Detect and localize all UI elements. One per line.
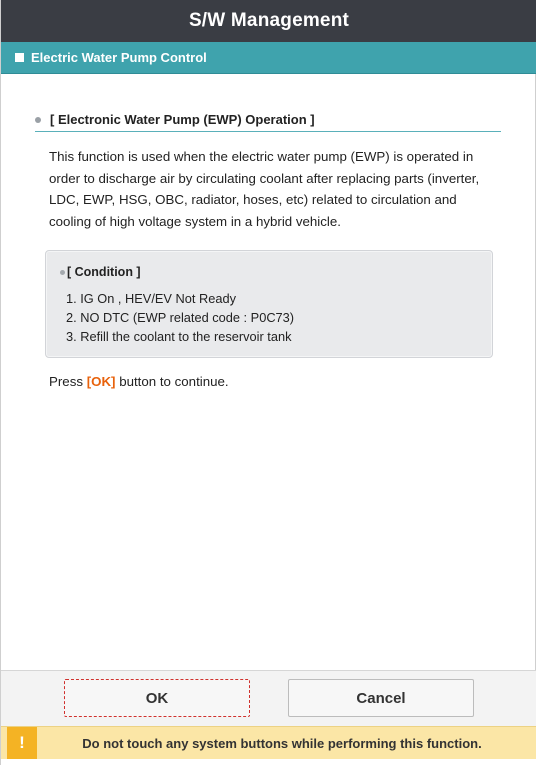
section-header bbox=[1, 42, 536, 74]
bottom-strip bbox=[1, 759, 536, 765]
main-content bbox=[1, 74, 536, 670]
operation-heading-text: [ Electronic Water Pump (EWP) Operation ] bbox=[50, 112, 315, 127]
condition-panel bbox=[45, 250, 493, 358]
button-bar bbox=[1, 670, 536, 726]
press-suffix: button to continue. bbox=[115, 374, 229, 389]
bullet-dot-icon bbox=[35, 117, 41, 123]
operation-heading bbox=[35, 108, 501, 132]
press-prefix: Press bbox=[49, 374, 87, 389]
warning-icon: ! bbox=[7, 727, 37, 760]
condition-item: 3. Refill the coolant to the reservoir tank bbox=[66, 329, 292, 344]
ok-button[interactable]: OK bbox=[64, 679, 250, 717]
function-description: This function is used when the electric water pump (EWP) is operated in order to discharge air by circulating coolant after replacing parts (inverter, LDC, EWP, HSG, OBC, radiator, hoses, etc) related to circulation and cooling of high voltage system in a hybrid vehicle. bbox=[49, 149, 480, 229]
warning-text: Do not touch any system buttons while performing this function. bbox=[82, 735, 482, 751]
condition-item: 1. IG On , HEV/EV Not Ready bbox=[66, 291, 236, 306]
condition-item: 2. NO DTC (EWP related code : P0C73) bbox=[66, 310, 295, 325]
bullet-dot-icon bbox=[60, 270, 65, 275]
condition-title bbox=[60, 265, 141, 279]
section-title: Electric Water Pump Control bbox=[31, 50, 207, 65]
warning-banner bbox=[1, 726, 536, 759]
title-bar bbox=[1, 0, 536, 42]
window-title: S/W Management bbox=[188, 10, 350, 31]
square-bullet-icon bbox=[15, 53, 24, 62]
ok-key-highlight: [OK] bbox=[86, 374, 116, 389]
condition-list bbox=[66, 289, 294, 346]
cancel-button[interactable]: Cancel bbox=[288, 679, 474, 717]
press-instruction bbox=[49, 374, 229, 389]
condition-title-text: [ Condition ] bbox=[67, 265, 141, 279]
